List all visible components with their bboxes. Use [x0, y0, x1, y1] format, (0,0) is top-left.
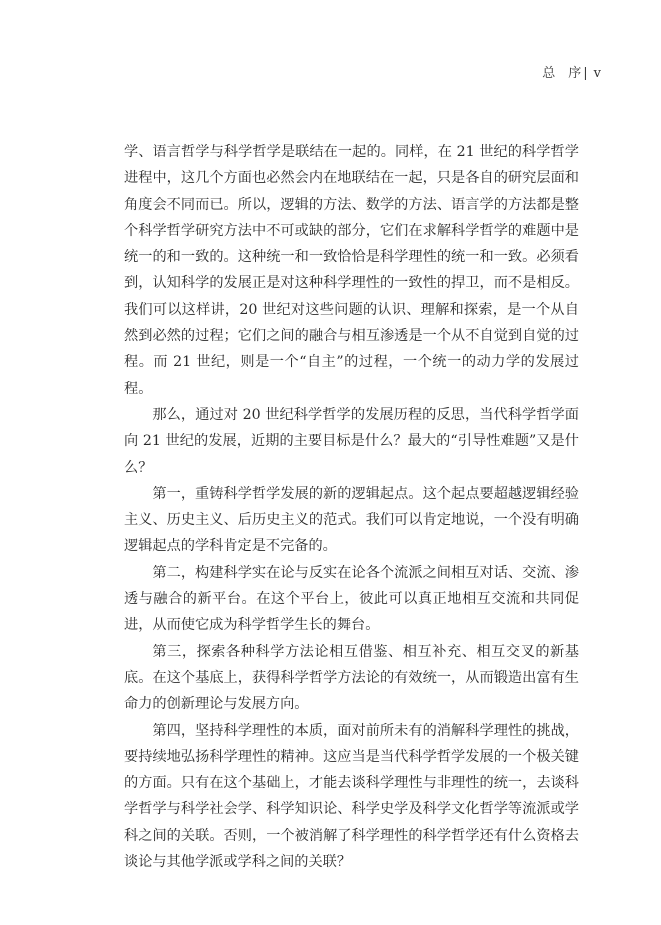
- body-text: [124, 139, 579, 875]
- running-head: [542, 62, 601, 81]
- page-number: v: [593, 66, 601, 81]
- header-separator: |: [583, 66, 588, 81]
- section-title: 总 序: [542, 66, 582, 81]
- paragraph-continued: 学、语言哲学与科学哲学是联结在一起的。同样，在 21 世纪的科学哲学进程中，这几个方面也必然会内在地联结在一起，只是各自的研究层面和角度会不同而已。所以，逻辑的方法、数学的方法、语言学的方法都是整个科学哲学研究方法中不可或缺的部分，它们在求解科学哲学的难题中是统一的和一致的。这种统一和一致恰恰是科学理性的统一和一致。必须看到，认知科学的发展正是对这种科学理性的一致性的捍卫，而不是相反。我们可以这样讲，20 世纪对这些问题的认识、理解和探索，是一个从自然到必然的过程；它们之间的融合与相互渗透是一个从不自觉到自觉的过程。而 21 世纪，则是一个“自主”的过程，一个统一的动力学的发展过程。: [124, 144, 579, 397]
- paragraph-question: 那么，通过对 20 世纪科学哲学的发展历程的反思，当代科学哲学面向 21 世纪的发展，近期的主要目标是什么？最大的“引导性难题”又是什么？: [124, 406, 579, 476]
- paragraph-goal-4: 第四，坚持科学理性的本质，面对前所未有的消解科学理性的挑战，要持续地弘扬科学理性的精神。这应当是当代科学哲学发展的一个极关键的方面。只有在这个基础上，才能去谈科学理性与非理性的统一，去谈科学哲学与科学社会学、科学知识论、科学史学及科学文化哲学等流派或学科之间的关联。否则，一个被消解了科学理性的科学哲学还有什么资格去谈论与其他学派或学科之间的关联？: [124, 722, 579, 871]
- paragraph-goal-1: 第一，重铸科学哲学发展的新的逻辑起点。这个起点要超越逻辑经验主义、历史主义、后历史主义的范式。我们可以肯定地说，一个没有明确逻辑起点的学科肯定是不完备的。: [124, 485, 579, 555]
- paragraph-goal-3: 第三，探索各种科学方法论相互借鉴、相互补充、相互交叉的新基底。在这个基底上，获得科学哲学方法论的有效统一，从而锻造出富有生命力的创新理论与发展方向。: [124, 643, 579, 713]
- paragraph-goal-2: 第二，构建科学实在论与反实在论各个流派之间相互对话、交流、渗透与融合的新平台。在这个平台上，彼此可以真正地相互交流和共同促进，从而使它成为科学哲学生长的舞台。: [124, 564, 579, 634]
